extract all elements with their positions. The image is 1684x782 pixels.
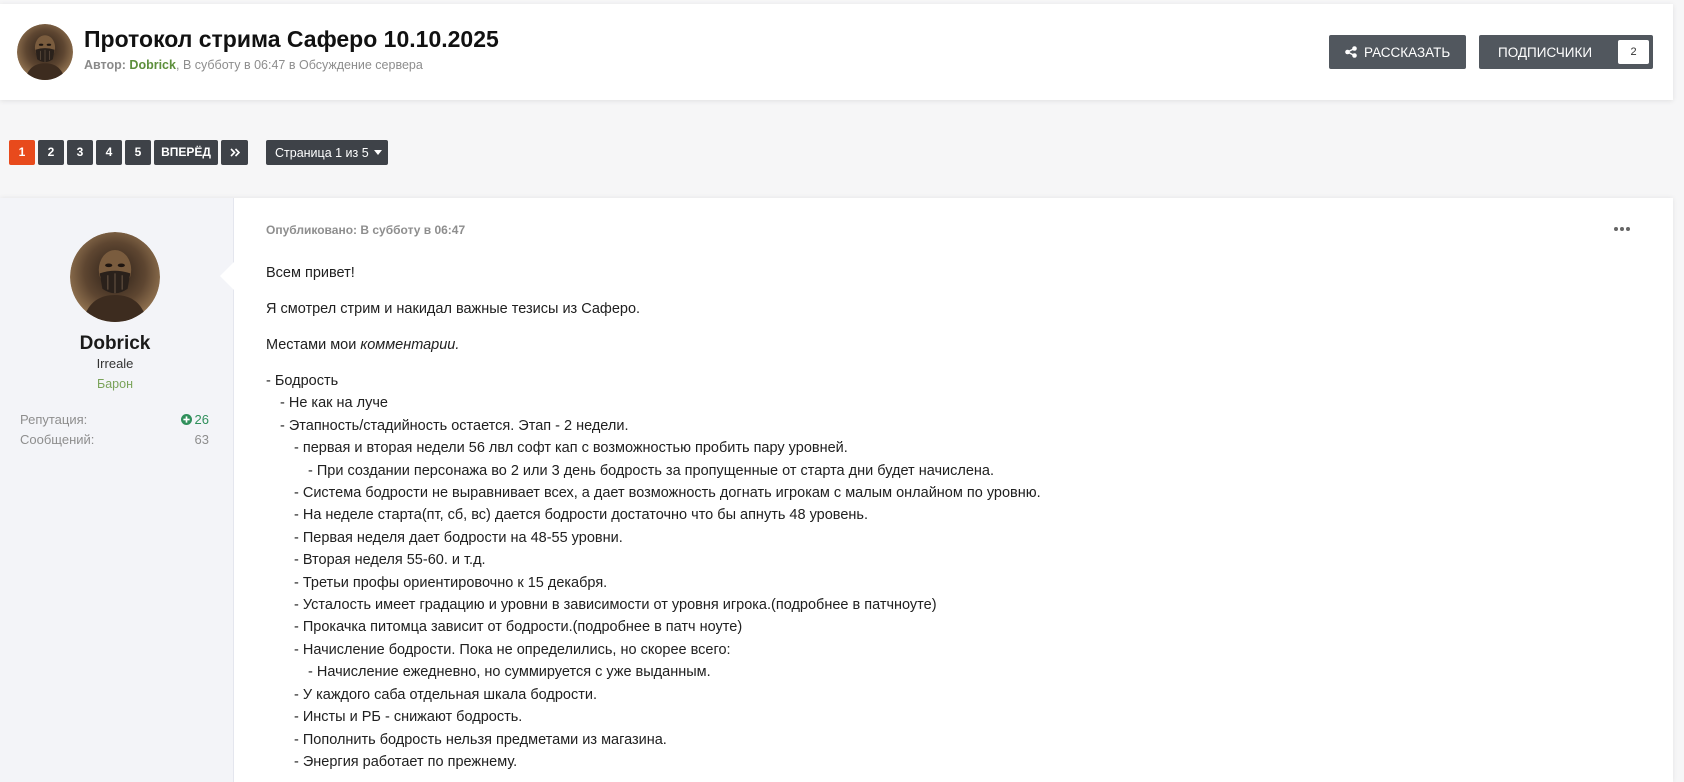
list-line: - Этапность/стадийность остается. Этап - 2 недели.: [280, 417, 629, 434]
post-paragraph: Я смотрел стрим и накидал важные тезисы из Саферо.: [266, 301, 641, 317]
followers-count-badge: 2: [1618, 40, 1649, 64]
avatar-image: [70, 232, 160, 322]
page-jump-label: Страница 1 из 5: [275, 145, 369, 160]
page-button[interactable]: 4: [96, 140, 122, 165]
author-link[interactable]: Dobrick: [129, 58, 176, 72]
comment-note-text: Местами мои: [266, 337, 357, 353]
forum-prefix: в: [288, 58, 296, 72]
panel-pointer: [220, 261, 235, 291]
ellipsis-icon[interactable]: [1612, 224, 1632, 234]
list-line: - Система бодрости не выравнивает всех, а дает возможность догнать игрокам с малым онлайном по уровню.: [294, 485, 1041, 502]
posts-count-label: Сообщений:: [20, 431, 95, 447]
post-published-date: [266, 222, 465, 238]
avatar-image: [17, 24, 73, 80]
list-line: - Третьи профы ориентировочно к 15 декабря.: [294, 574, 608, 591]
post-content: [266, 262, 1041, 773]
post-paragraph: Всем привет!: [266, 265, 355, 281]
post-author-title: Irreale: [96, 356, 134, 371]
list-line: - Пополнить бодрость нельзя предметами из магазина.: [294, 731, 667, 748]
topic-meta: [84, 57, 423, 73]
forum-link[interactable]: Обсуждение сервера: [298, 58, 423, 72]
dot: [1614, 227, 1618, 231]
share-icon: [1345, 46, 1357, 58]
list-line: - Прокачка питомца зависит от бодрости.(подробнее в патч ноуте): [294, 619, 743, 636]
share-label: РАССКАЗАТЬ: [1364, 44, 1451, 60]
page-button[interactable]: 5: [125, 140, 151, 165]
topic-header: [0, 4, 1673, 100]
post-author-avatar[interactable]: [70, 232, 160, 322]
list-line: - Начисление ежедневно, но суммируется с уже выданным.: [308, 664, 711, 681]
list-line: - При создании персонажа во 2 или 3 день бодрость за пропущенные от старта дни будет начислена.: [308, 462, 994, 479]
post: [0, 198, 1673, 782]
pagination: [9, 140, 248, 165]
list-line: - Бодрость: [266, 373, 339, 389]
page-button[interactable]: 3: [67, 140, 93, 165]
post-author-panel: [0, 198, 234, 782]
list-line: - На неделе старта(пт, сб, вс) дается бодрости достаточно что бы апнуть 48 уровень.: [294, 507, 868, 524]
list-line: - первая и вторая недели 56 лвл софт кап с возможностью пробить пару уровней.: [294, 440, 848, 457]
list-line: - У каждого саба отдельная шкала бодрости.: [294, 686, 597, 703]
dot: [1620, 227, 1624, 231]
reputation-stat: [20, 410, 209, 428]
comment-note-emphasis: комментарии.: [360, 337, 460, 353]
published-label: Опубликовано:: [266, 223, 358, 237]
published-date[interactable]: В субботу в 06:47: [360, 223, 466, 237]
dot: [1626, 227, 1630, 231]
followers-button[interactable]: [1479, 35, 1653, 69]
reputation-label: Репутация:: [20, 411, 88, 427]
page-button-current[interactable]: 1: [9, 140, 35, 165]
list-line: - Инсты и РБ - снижают бодрость.: [294, 709, 523, 726]
posts-count-stat: [20, 430, 209, 448]
list-line: - Вторая неделя 55-60. и т.д.: [294, 552, 486, 569]
topic-title: Протокол стрима Саферо 10.10.2025: [84, 26, 499, 52]
last-page-button[interactable]: [221, 140, 248, 165]
list-line: - Начисление бодрости. Пока не определились, но скорее всего:: [294, 641, 731, 658]
followers-label: ПОДПИСЧИКИ: [1498, 44, 1593, 60]
plus-circle-icon: [181, 414, 192, 425]
list-line: - Не как на луче: [280, 395, 388, 412]
list-line: - Первая неделя дает бодрости на 48-55 уровни.: [294, 529, 623, 546]
page-jump-dropdown[interactable]: [266, 140, 388, 165]
list-line: - Усталость имеет градацию и уровни в зависимости от уровня игрока.(подробнее в патчноуте): [294, 597, 937, 614]
topic-date: В субботу в 06:47: [182, 58, 286, 72]
meta-separator: ,: [175, 58, 180, 72]
reputation-value: [181, 412, 209, 427]
post-author-name[interactable]: Dobrick: [79, 333, 151, 354]
next-page-button[interactable]: ВПЕРЁД: [154, 140, 218, 165]
caret-down-icon: [374, 150, 382, 155]
post-author-group: Барон: [97, 377, 133, 391]
posts-count-value: 63: [194, 431, 209, 447]
list-line: - Энергия работает по прежнему.: [294, 753, 518, 770]
double-chevron-right-icon: [230, 148, 240, 157]
topic-author-avatar[interactable]: [17, 24, 73, 80]
author-label: Автор:: [84, 58, 126, 72]
post-paragraph-comment-note: [266, 334, 1041, 356]
page-button[interactable]: 2: [38, 140, 64, 165]
reputation-number: 26: [194, 411, 209, 427]
share-button[interactable]: [1329, 35, 1466, 69]
